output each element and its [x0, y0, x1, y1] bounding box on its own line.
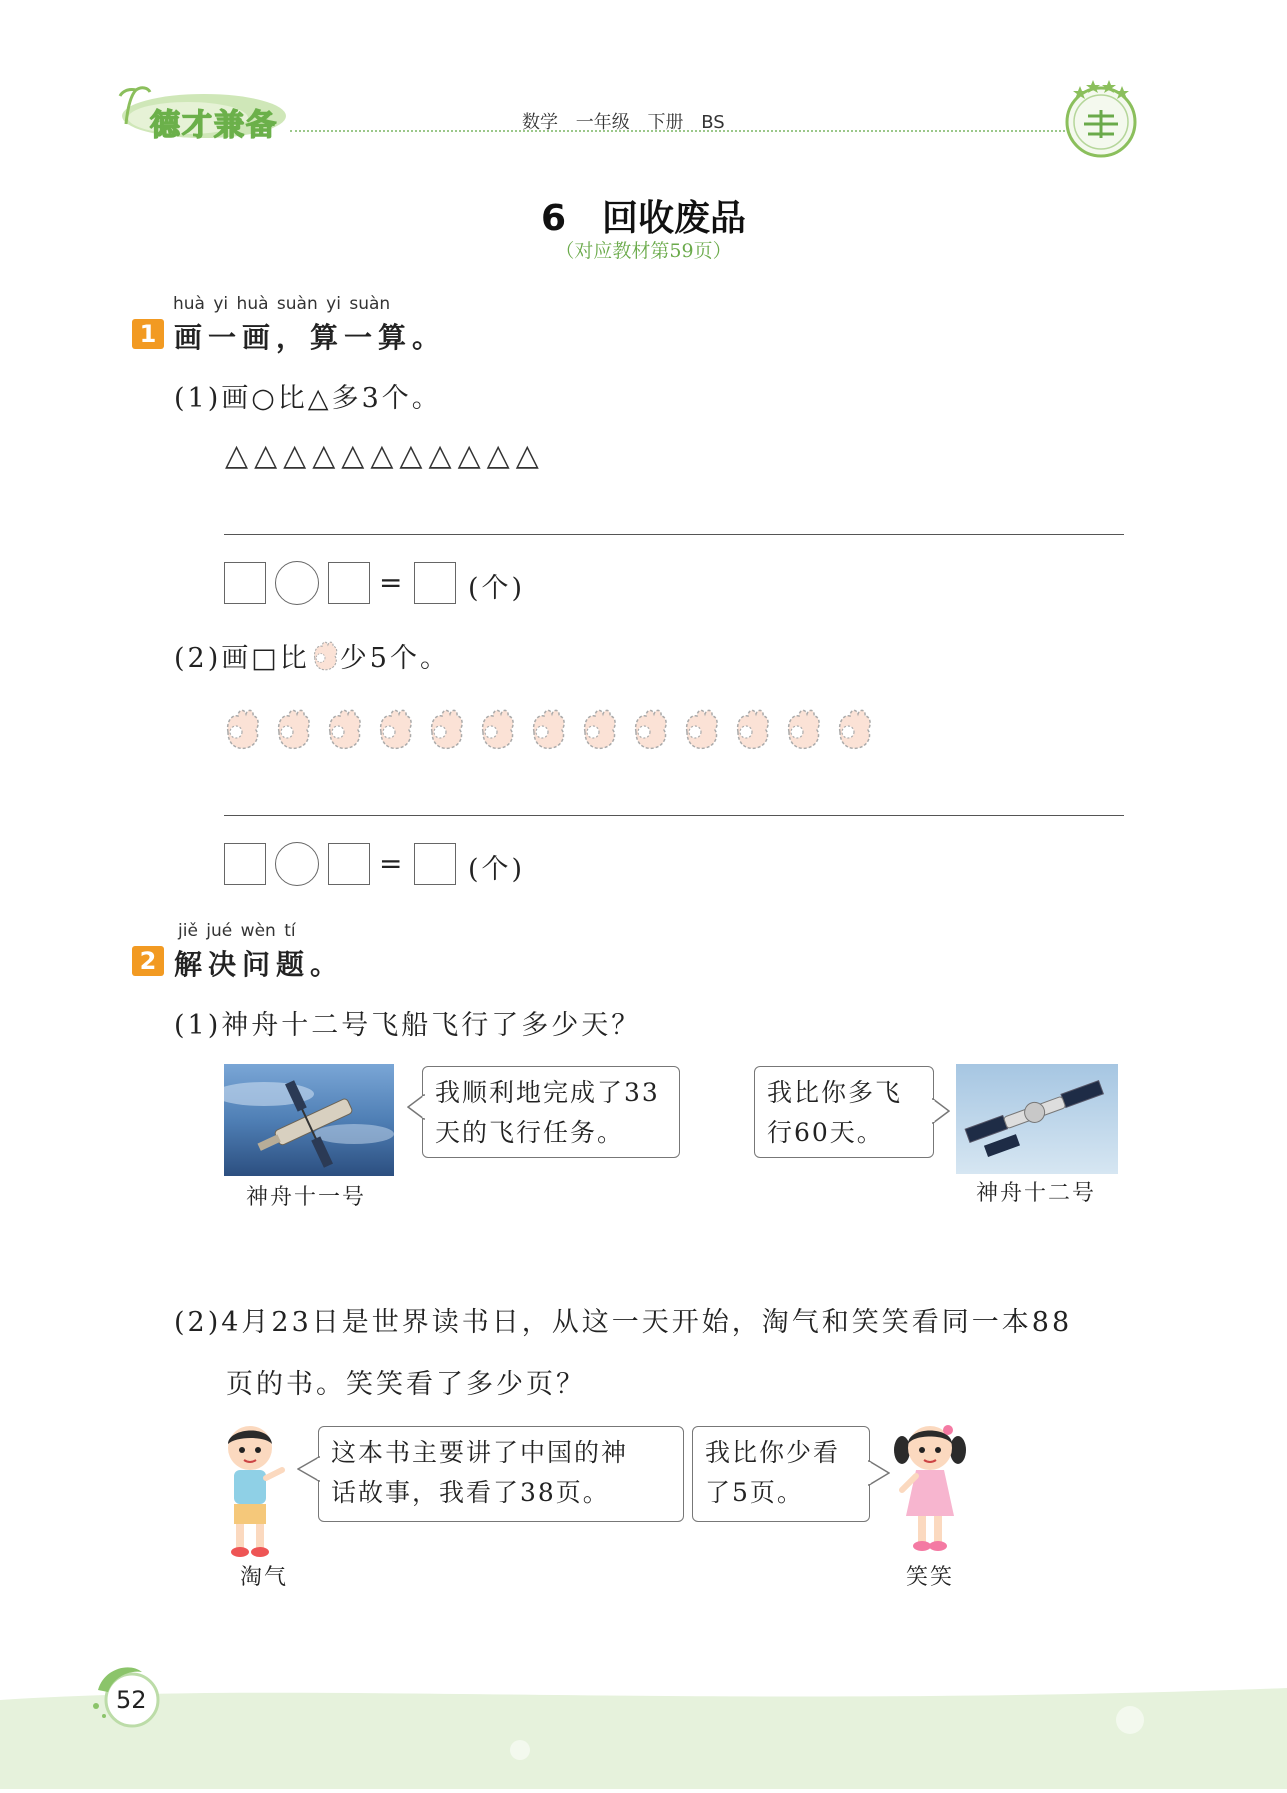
q1-heading: 画一画，算一算。 — [174, 321, 447, 354]
triangle-row: △△△△△△△△△△△ — [225, 438, 545, 473]
q1-part1-answer-box-result[interactable] — [414, 562, 456, 604]
hand-icon — [579, 706, 619, 750]
hand-icon — [732, 706, 772, 750]
bubble-line: 了5页。 — [705, 1478, 804, 1507]
bubble-tail-icon — [932, 1098, 950, 1124]
shenzhou-12-caption: 神舟十二号 — [976, 1181, 1097, 1206]
bubble-tail-icon — [297, 1456, 320, 1482]
hand-icon — [834, 706, 874, 750]
q1-number-badge: 1 — [132, 319, 164, 349]
taoqi-speech-bubble — [318, 1426, 684, 1522]
bubble-tail-icon — [407, 1094, 425, 1120]
author-seal-icon — [1060, 76, 1142, 160]
q1-part2-unit: (个) — [468, 854, 526, 885]
header-grade: 一年级 — [575, 112, 630, 133]
q2-pinyin: jiě jué wèn tí — [178, 921, 296, 941]
q1-part1-answer-box-2[interactable] — [328, 562, 370, 604]
xiaoxiao-caption: 笑笑 — [906, 1565, 955, 1590]
hand-icon — [783, 706, 823, 750]
shenzhou-11-caption: 神舟十一号 — [246, 1185, 367, 1210]
hand-icon — [681, 706, 721, 750]
q1-part2-operator-circle[interactable] — [275, 842, 319, 886]
footer-decoration — [0, 1680, 1287, 1789]
q1-pinyin: huà yi huà suàn yi suàn — [173, 294, 391, 314]
q1-part2-drawing-line[interactable] — [224, 815, 1124, 816]
q2-heading: 解决问题。 — [174, 948, 345, 981]
bubble-line: 我比你多飞 — [767, 1078, 903, 1107]
q1-part1-operator-circle[interactable] — [275, 561, 319, 605]
hand-icon — [528, 706, 568, 750]
bubble-tail-icon — [868, 1460, 890, 1486]
bubble-line: 我比你少看 — [705, 1438, 841, 1467]
hand-icon — [324, 706, 364, 750]
q2-part1-prompt: (1)神舟十二号飞船飞行了多少天？ — [174, 1010, 642, 1041]
header-volume: 下册 — [647, 112, 684, 133]
header-edition: BS — [701, 112, 725, 133]
lesson-subtitle: （对应教材第59页） — [555, 240, 732, 262]
q2-part2-prompt-line1: (2)4月23日是世界读书日，从这一天开始，淘气和笑笑看同一本88 — [174, 1307, 1073, 1338]
hand-icon — [222, 706, 262, 750]
shenzhou-12-speech-bubble — [754, 1066, 934, 1158]
inline-hand-icon — [310, 639, 340, 671]
q1-part2-equals: = — [379, 847, 403, 880]
q1-part2-prompt-a: (2)画□比 — [174, 643, 310, 674]
q1-part1-equals: = — [379, 566, 403, 599]
lesson-title: 6 回收废品 — [540, 198, 747, 239]
q1-part2-answer-box-1[interactable] — [224, 843, 266, 885]
shenzhou-11-photo — [224, 1064, 394, 1176]
q1-part1-unit: (个) — [468, 573, 526, 604]
bubble-line: 话故事，我看了38页。 — [331, 1478, 610, 1507]
bubble-line: 这本书主要讲了中国的神 — [331, 1438, 629, 1467]
bubble-line: 天的飞行任务。 — [435, 1118, 625, 1147]
hand-icon — [630, 706, 670, 750]
xiaoxiao-speech-bubble — [692, 1426, 870, 1522]
q2-part2-prompt-line2: 页的书。笑笑看了多少页？ — [226, 1369, 586, 1400]
header-info — [522, 108, 725, 134]
q1-part2-prompt — [174, 636, 450, 675]
shenzhou-12-photo — [956, 1064, 1118, 1174]
q2-number-badge: 2 — [132, 946, 164, 976]
header-subject: 数学 — [522, 112, 558, 133]
hand-icon — [426, 706, 466, 750]
q1-part2-answer-box-2[interactable] — [328, 843, 370, 885]
q1-part1-prompt: (1)画○比△多3个。 — [174, 383, 442, 414]
xiaoxiao-girl-illustration — [890, 1420, 970, 1560]
q1-part2-prompt-b: 少5个。 — [339, 643, 450, 674]
hand-row — [222, 706, 882, 754]
taoqi-caption: 淘气 — [240, 1565, 289, 1590]
page-number: 52 — [116, 1686, 147, 1714]
q1-part1-drawing-line[interactable] — [224, 534, 1124, 535]
logo-text: 德才兼备 — [150, 108, 278, 143]
hand-icon — [477, 706, 517, 750]
shenzhou-11-speech-bubble — [422, 1066, 680, 1158]
hand-icon — [375, 706, 415, 750]
bubble-line: 行60天。 — [767, 1118, 884, 1147]
q1-part2-answer-box-result[interactable] — [414, 843, 456, 885]
q1-part1-answer-box-1[interactable] — [224, 562, 266, 604]
hand-icon — [273, 706, 313, 750]
bubble-line: 我顺利地完成了33 — [435, 1078, 660, 1107]
taoqi-boy-illustration — [220, 1422, 290, 1560]
